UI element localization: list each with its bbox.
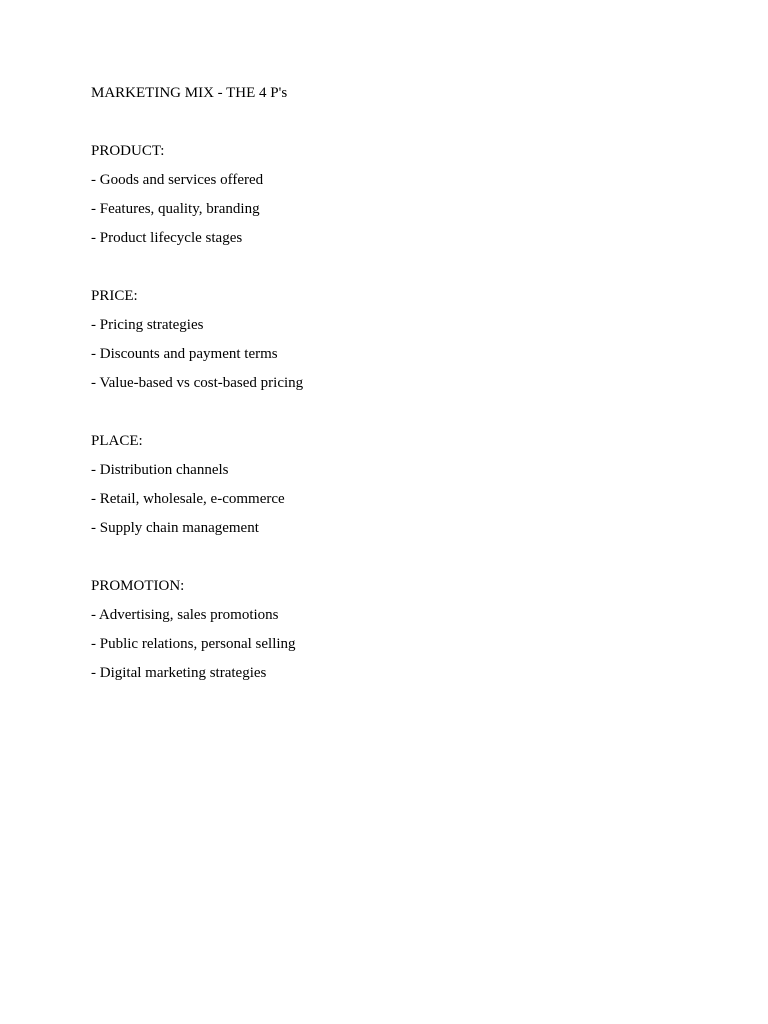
list-item: - Features, quality, branding [91, 201, 260, 217]
list-item: - Discounts and payment terms [91, 346, 278, 362]
list-item: - Public relations, personal selling [91, 636, 296, 652]
list-item: - Distribution channels [91, 462, 229, 478]
list-item: - Retail, wholesale, e-commerce [91, 491, 285, 507]
list-item: - Product lifecycle stages [91, 230, 243, 246]
list-item: - Value-based vs cost-based pricing [91, 375, 304, 391]
section-heading: PRICE: [91, 288, 138, 304]
section-heading: PROMOTION: [91, 578, 185, 594]
document-title: MARKETING MIX - THE 4 P's [91, 85, 288, 101]
section-heading: PRODUCT: [91, 143, 165, 159]
section-price [91, 287, 691, 393]
section-promotion [91, 577, 691, 683]
document-body [91, 84, 691, 722]
list-item: - Digital marketing strategies [91, 665, 267, 681]
list-item: - Supply chain management [91, 520, 259, 536]
section-heading: PLACE: [91, 433, 143, 449]
list-item: - Pricing strategies [91, 317, 204, 333]
section-place [91, 432, 691, 538]
list-item: - Advertising, sales promotions [91, 607, 279, 623]
section-product [91, 142, 691, 248]
list-item: - Goods and services offered [91, 172, 264, 188]
